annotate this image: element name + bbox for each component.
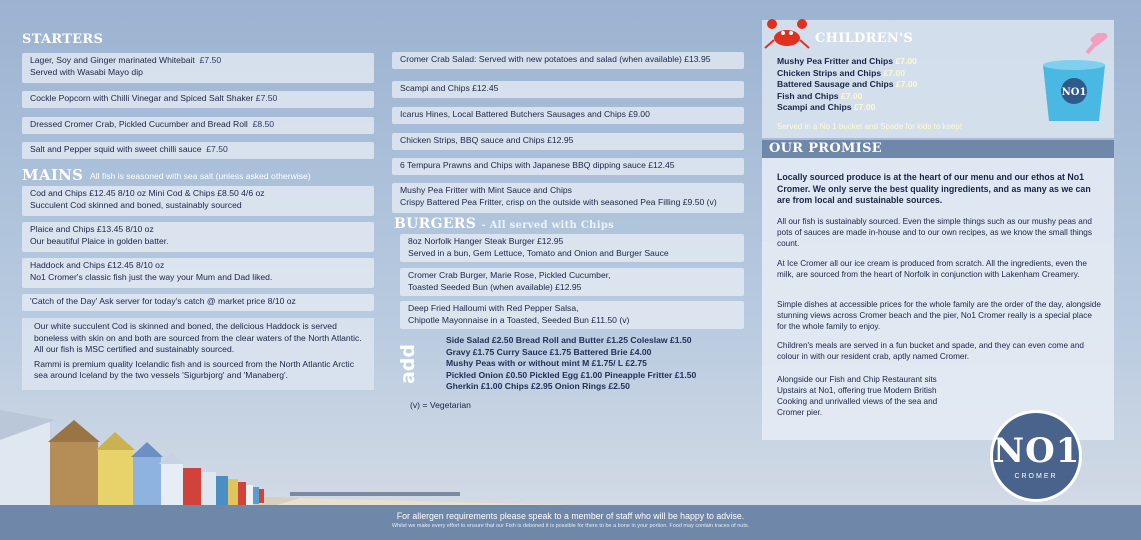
item-price: £7.50 — [206, 144, 228, 154]
promise-intro: Locally sourced produce is at the heart of our menu and our ethos at No1 Cromer. We only serve the best quality ingredients, and as many as we can are from local and sustainable sources. — [777, 172, 1091, 205]
item-name: Fish and Chips — [777, 90, 839, 101]
menu-item — [392, 158, 744, 175]
list-item — [777, 56, 917, 68]
item-name: Haddock and Chips £12.45 8/10 oz — [30, 260, 165, 270]
add-line: Gravy £1.75 Curry Sauce £1.75 Battered Brie £4.00 — [446, 346, 652, 357]
bucket-and-spade-icon — [1035, 33, 1113, 125]
item-name: Battered Sausage and Chips — [777, 79, 894, 89]
fish-info-para: Rammi is premium quality Icelandic fish and is sourced from the North Atlantic Arctic sea around Iceland by the two vessels 'Sigurbjorg' and 'Manaberg'. — [34, 358, 354, 380]
menu-item — [400, 301, 744, 329]
item-price: £7.00 — [895, 79, 918, 89]
menu-item — [22, 117, 374, 134]
burgers-title: BURGERS — [394, 216, 477, 232]
item-name: 'Catch of the Day' Ask server for today's catch @ market price 8/10 oz — [30, 296, 296, 306]
item-description: Served with Wasabi Mayo dip — [30, 66, 143, 77]
childrens-list — [777, 56, 917, 114]
item-name: Mushy Pea Fritter and Chips — [777, 56, 894, 66]
menu-item — [22, 258, 374, 288]
menu-item — [392, 107, 744, 124]
item-name: 6 Tempura Prawns and Chips with Japanese BBQ dipping sauce £12.45 — [400, 160, 675, 170]
item-name: Cod and Chips £12.45 8/10 oz Mini Cod & Chips £8.50 4/6 oz — [30, 188, 265, 198]
fish-info-para: Our white succulent Cod is skinned and boned, the delicious Haddock is served boneless with skin on and both are sourced from the clear waters of the North Atlantic. All our fish is MSC certified and sustainably sourced. — [34, 321, 362, 354]
mains-note: All fish is seasoned with sea salt (unless asked otherwise) — [90, 171, 311, 181]
no1-cromer-logo — [990, 410, 1082, 502]
promise-para: Children's meals are served in a fun bucket and spade, and they can even come and colour in with our resident crab, aptly named Cromer. — [777, 341, 1084, 361]
item-name: Cockle Popcorn with Chilli Vinegar and Spiced Salt Shaker — [30, 93, 254, 103]
vegetarian-note: (v) = Vegetarian — [410, 400, 471, 410]
item-price: £7.00 — [895, 56, 917, 66]
item-price: £7.50 — [255, 93, 278, 103]
item-description: Crispy Battered Pea Fritter, crisp on the outside with seasoned Pea Filling £9.50 (v) — [400, 196, 717, 207]
list-item — [777, 91, 917, 103]
promise-para: At Ice Cromer all our ice cream is produced from scratch. All the ingredients, even the milk, are sourced from the heart of Norfolk in conjunction with Lakenham Creamery. — [777, 259, 1087, 279]
menu-item — [22, 91, 374, 108]
list-item — [777, 68, 917, 80]
promise-para: Alongside our Fish and Chip Restaurant sits Upstairs at No1, offering true Modern British Cooking and unrivalled views of the sea and Cromer pier. — [777, 375, 938, 417]
menu-item — [392, 81, 744, 98]
item-price: £7.00 — [840, 90, 863, 101]
item-price: £7.00 — [853, 102, 876, 112]
item-price: £8.50 — [252, 119, 275, 129]
item-name: Cromer Crab Salad: Served with new potatoes and salad (when available) £13.95 — [400, 54, 711, 64]
item-price: £7.50 — [199, 55, 222, 65]
menu-item — [392, 183, 744, 213]
item-price: £7.00 — [883, 67, 906, 78]
menu-item — [22, 222, 374, 252]
menu-item — [400, 268, 744, 296]
item-name: Cromer Crab Burger, Marie Rose, Pickled Cucumber, — [408, 270, 611, 280]
menu-item — [22, 53, 374, 83]
logo-subtext: CROMER — [1014, 473, 1058, 480]
item-description: Served in a bun, Gem Lettuce, Tomato and Onion and Burger Sauce — [408, 247, 669, 258]
item-name: Lager, Soy and Ginger marinated Whitebait — [30, 55, 195, 65]
add-line: Gherkin £1.00 Chips £2.95 Onion Rings £2.50 — [446, 381, 630, 391]
item-name: Plaice and Chips £13.45 8/10 oz — [30, 224, 154, 234]
item-name: Chicken Strips and Chips — [777, 67, 882, 78]
starters-heading: STARTERS — [22, 32, 104, 47]
item-description: Toasted Seeded Bun (when available) £12.95 — [408, 281, 582, 292]
add-line: Pickled Onion £0.50 Pickled Egg £1.00 Pineapple Fritter £1.50 — [446, 369, 697, 380]
menu-item — [22, 186, 374, 216]
menu-item — [22, 142, 374, 159]
promise-para: Simple dishes at accessible prices for the whole family are the order of the day, alongside stunning views across Cromer beach and the pier, No1 Cromer really is a special place for the whole family to enjoy. — [777, 300, 1101, 331]
bone-disclaimer: Whilst we make every effort to ensure that our Fish is deboned it is possible for there to be a bone in your portion. Food may contain traces of nuts. — [391, 523, 750, 529]
add-line: Mushy Peas with or without mint M £1.75/ L £2.75 — [446, 358, 647, 368]
item-description: No1 Cromer's classic fish just the way your Mum and Dad liked. — [30, 271, 273, 282]
item-name: Chicken Strips, BBQ sauce and Chips £12.95 — [400, 135, 574, 145]
add-line: Side Salad £2.50 Bread Roll and Butter £1.25 Coleslaw £1.50 — [446, 335, 692, 345]
logo-text: NO1 — [993, 431, 1081, 471]
menu-item — [392, 133, 744, 150]
childrens-note: Served in a No 1 bucket and Spade for kids to keep! — [777, 122, 963, 131]
add-label: add — [397, 343, 419, 385]
item-description: Our beautiful Plaice in golden batter. — [30, 235, 169, 246]
menu-item — [22, 294, 374, 311]
allergen-notice: For allergen requirements please speak to a member of staff who will be happy to advise. — [396, 511, 745, 521]
list-item — [777, 79, 917, 91]
menu-item — [392, 52, 744, 69]
item-name: 8oz Norfolk Hanger Steak Burger £12.95 — [408, 236, 564, 246]
menu-item — [400, 234, 744, 262]
item-name: Dressed Cromer Crab, Pickled Cucumber and Bread Roll — [30, 119, 248, 129]
allergen-footer — [0, 505, 1141, 540]
item-name: Deep Fried Halloumi with Red Pepper Salsa, — [408, 303, 579, 313]
item-name: Scampi and Chips — [777, 102, 852, 112]
promise-heading: OUR PROMISE — [769, 141, 882, 156]
mains-heading: MAINS — [22, 166, 84, 184]
item-description: Succulent Cod skinned and boned, sustainably sourced — [30, 199, 242, 210]
item-description: Chipotle Mayonnaise in a Toasted, Seeded Bun £11.50 (v) — [408, 314, 630, 325]
burgers-subheading: - All served with Chips — [481, 220, 615, 231]
bucket-logo-text: NO1 — [1061, 87, 1087, 98]
list-item — [777, 102, 917, 114]
childrens-heading: CHILDREN'S — [815, 31, 914, 46]
promise-para: All our fish is sustainably sourced. Even the simple things such as our mushy peas and pots of sauces are made in-house and to our own recipes, as we know the small things count. — [777, 217, 1092, 248]
crab-icon — [762, 16, 812, 52]
item-name: Mushy Pea Fritter with Mint Sauce and Chips — [400, 185, 572, 195]
item-name: Scampi and Chips £12.45 — [400, 83, 499, 93]
item-name: Salt and Pepper squid with sweet chilli sauce — [30, 144, 202, 154]
burgers-heading — [394, 216, 614, 232]
item-name: Icarus Hines, Local Battered Butchers Sausages and Chips £9.00 — [400, 109, 650, 119]
